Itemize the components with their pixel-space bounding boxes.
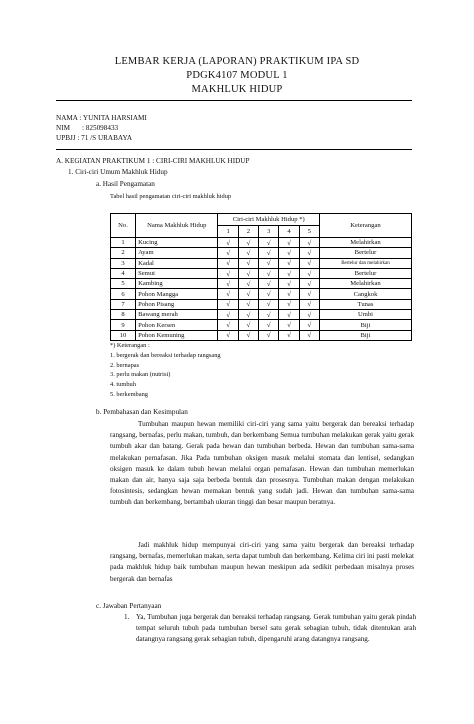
organism-name: Pohon Kersen [136, 320, 218, 330]
organism-name: Kucing [136, 238, 218, 248]
organism-name: Pohon Kemuning [136, 330, 218, 340]
check-mark: √ [299, 330, 319, 340]
check-mark: √ [238, 258, 258, 268]
header-traits: Ciri-ciri Makhluk Hidup *) [218, 214, 319, 226]
legend-item: 4. tumbuh [110, 381, 136, 389]
table-row [111, 258, 412, 268]
check-mark: √ [259, 279, 279, 289]
check-mark: √ [218, 289, 238, 299]
answer-1-text: Ya, Tumbuhan juga bergerak dan bereaksi terhadap rangsang. Gerak tumbuhan yaitu gerak pindah tempat seluruh tubuh pada tumbuhan bersel satu gerak sebagian tubuh, tidak ditentukan arah datangnya rangsang gerak sebagian tubuh, dipengaruhi arang datangnya rangsang. [136, 613, 416, 643]
upbjj-line: UPBJJ : 71 /S URABAYA [56, 134, 133, 142]
row-number: 9 [111, 320, 136, 330]
check-mark: √ [279, 238, 299, 248]
check-mark: √ [279, 268, 299, 278]
nim-label: NIM [56, 124, 70, 132]
table-row [111, 330, 412, 340]
check-mark: √ [299, 268, 319, 278]
check-mark: √ [238, 299, 258, 309]
organism-name: Bawang merah [136, 310, 218, 320]
row-number: 3 [111, 258, 136, 268]
legend-item: 1. bergerak dan bereaksi terhadap rangsang [110, 351, 221, 359]
check-mark: √ [259, 268, 279, 278]
nim-value: : 825098433 [82, 124, 119, 132]
check-mark: √ [238, 330, 258, 340]
check-mark: √ [218, 320, 238, 330]
organism-name: Ayam [136, 248, 218, 258]
check-mark: √ [218, 248, 238, 258]
row-note: Tunas [319, 299, 411, 309]
subsection-a: a. Hasil Pengamatan [96, 180, 155, 188]
header-rule [56, 100, 412, 101]
doc-title-line2: PDGK4107 MODUL 1 [186, 70, 288, 81]
check-mark: √ [299, 320, 319, 330]
check-mark: √ [279, 289, 299, 299]
check-mark: √ [238, 238, 258, 248]
header-no: No. [111, 214, 136, 238]
table-row [111, 320, 412, 330]
doc-title-line1: LEMBAR KERJA (LAPORAN) PRAKTIKUM IPA SD [114, 56, 360, 67]
legend-item: 5. berkembang [110, 390, 148, 398]
row-note: Biji [319, 320, 411, 330]
observation-table [110, 213, 412, 341]
row-number: 4 [111, 268, 136, 278]
trait-number: 2 [238, 226, 258, 238]
check-mark: √ [238, 289, 258, 299]
row-number: 6 [111, 289, 136, 299]
row-note: Cangkok [319, 289, 411, 299]
check-mark: √ [218, 258, 238, 268]
row-number: 1 [111, 238, 136, 248]
check-mark: √ [299, 299, 319, 309]
check-mark: √ [299, 238, 319, 248]
legend-item: 2. bernapas [110, 361, 140, 369]
row-note: Bertelur dan melahirkan [319, 258, 411, 268]
header-name: Nama Makhluk Hidup [136, 214, 218, 238]
table-row [111, 289, 412, 299]
legend-title: *) Keterangan : [110, 342, 150, 349]
row-number: 7 [111, 299, 136, 309]
table-row [111, 238, 412, 248]
check-mark: √ [299, 279, 319, 289]
check-mark: √ [279, 279, 299, 289]
subsection-1: 1. Ciri-ciri Umum Makhluk Hidup [68, 168, 168, 176]
trait-number: 5 [299, 226, 319, 238]
section-heading: A. KEGIATAN PRAKTIKUM 1 : CIRI-CIRI MAKHLUK HIDUP [56, 157, 250, 165]
check-mark: √ [279, 330, 299, 340]
check-mark: √ [259, 299, 279, 309]
check-mark: √ [259, 248, 279, 258]
table-row [111, 268, 412, 278]
check-mark: √ [259, 258, 279, 268]
check-mark: √ [299, 310, 319, 320]
check-mark: √ [279, 299, 299, 309]
header-note: Keterangan [319, 214, 411, 238]
discussion-heading: b. Pembahasan dan Kesimpulan [96, 408, 188, 416]
check-mark: √ [299, 248, 319, 258]
row-number: 5 [111, 279, 136, 289]
row-note: Bertelur [319, 248, 411, 258]
row-number: 8 [111, 310, 136, 320]
check-mark: √ [299, 289, 319, 299]
check-mark: √ [238, 310, 258, 320]
check-mark: √ [238, 248, 258, 258]
organism-name: Semut [136, 268, 218, 278]
answer-number: 1. [124, 613, 130, 621]
row-note: Bertelur [319, 268, 411, 278]
check-mark: √ [279, 320, 299, 330]
row-number: 10 [111, 330, 136, 340]
doc-title-line3: MAKHLUK HIDUP [191, 84, 283, 95]
answers-heading: c. Jawaban Pertanyaan [96, 602, 162, 610]
check-mark: √ [218, 299, 238, 309]
organism-name: Pohon Pisang [136, 299, 218, 309]
organism-name: Pohon Mangga [136, 289, 218, 299]
table-caption: Tabel hasil pengamatan ciri-ciri makhluk hidup [110, 193, 232, 200]
legend-item: 3. perlu makan (nutrisi) [110, 371, 171, 379]
table-row [111, 299, 412, 309]
organism-name: Kadal [136, 258, 218, 268]
discussion-paragraph-1: Tumbuhan maupun hewan memiliki ciri-ciri yang sama yaitu bergerak dan bereaksi terhadap rangsang, bernafas, perlu makan, tumbuh, dan berkembang Semua tumbuhan melakukan gerak yaitu gerak tumbuh akar dan batang. Gerak pada hewan dan tumbuhan berbeda. Hewan dan tumbuhan sama-sama melakukan pernafasan. Jika Pada tumbuhan oksigen masuk melalui stomata dan lentisel, sedangkan oksigen masuk ke dalam tubuh hewan melalui organ pernafasan. Hewan dan tumbuhan memerlukan makan dan air, hanya saja saja berbeda bentuk dan prosesnya. Tumbuhan makan dengan melakukan fotosintesis, sedangkan hewan memakan bentuk yang sudah jadi. Hewan dan tumbuhan sama-sama tumbuh dan berkembang, bertambah ukuran tinggi dan besar maupun beratnya. [110, 420, 414, 507]
discussion-paragraph-2: Jadi makhluk hidup mempunyai ciri-ciri yang sama yaitu bergerak dan bereaksi terhadap rangsang, bernafas, memerlukan makan, serta dapat tumbuh dan berkembang. Kelima ciri ini pasti melekat pada makhluk hidup baik tumbuhan maupun hewan meskipun ada sedikit perbedaan misalnya proses bergerak dan bernafas [110, 541, 414, 583]
trait-number: 3 [259, 226, 279, 238]
check-mark: √ [238, 268, 258, 278]
check-mark: √ [259, 320, 279, 330]
check-mark: √ [238, 320, 258, 330]
trait-number: 4 [279, 226, 299, 238]
table-row [111, 310, 412, 320]
row-note: Melahirkan [319, 279, 411, 289]
check-mark: √ [279, 258, 299, 268]
row-note: Melahirkan [319, 238, 411, 248]
check-mark: √ [218, 310, 238, 320]
check-mark: √ [259, 289, 279, 299]
trait-number: 1 [218, 226, 238, 238]
check-mark: √ [218, 279, 238, 289]
check-mark: √ [279, 310, 299, 320]
check-mark: √ [238, 279, 258, 289]
check-mark: √ [259, 330, 279, 340]
identity-rule [56, 149, 412, 150]
check-mark: √ [259, 238, 279, 248]
row-note: Biji [319, 330, 411, 340]
check-mark: √ [259, 310, 279, 320]
check-mark: √ [218, 238, 238, 248]
row-number: 2 [111, 248, 136, 258]
check-mark: √ [218, 268, 238, 278]
table-row [111, 279, 412, 289]
table-row [111, 248, 412, 258]
check-mark: √ [299, 258, 319, 268]
check-mark: √ [279, 248, 299, 258]
legend [110, 341, 221, 400]
row-note: Umbi [319, 310, 411, 320]
nama-line: NAMA : YUNITA HARSIAMI [56, 114, 147, 122]
organism-name: Kambing [136, 279, 218, 289]
check-mark: √ [218, 330, 238, 340]
